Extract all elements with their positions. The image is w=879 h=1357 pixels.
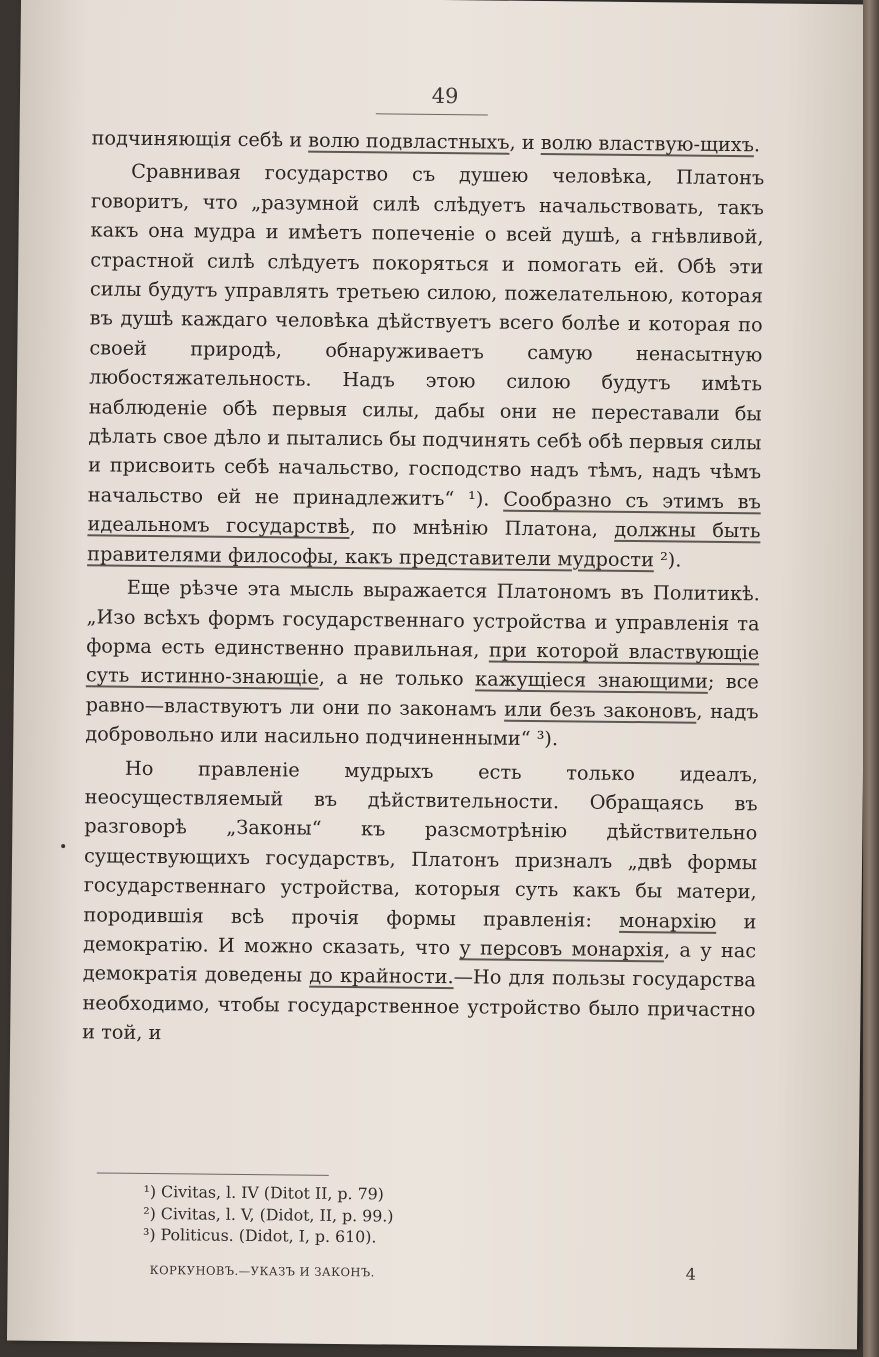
body-text xyxy=(82,123,765,1054)
pencil-underlined-text: Сообразно съ этимъ въ идеальномъ государствѣ xyxy=(87,487,761,539)
book-edge xyxy=(863,0,879,1357)
pencil-underlined-text: волю подвластныхъ xyxy=(308,128,510,154)
pencil-underlined-text: должны быть правителями философы, какъ представители мудрости xyxy=(87,518,761,571)
text-run: и демократію. И можно сказать, что xyxy=(83,909,757,960)
page-number: 49 xyxy=(431,83,459,109)
footnote: ²) Civitas, l. V, (Didot, II, p. 99.) xyxy=(143,1203,394,1226)
text-run: Еще рѣзче эта мысль выражается Платономъ въ Политикѣ. „Изо всѣхъ формъ государственнаго устройства и управленія та форма есть единственно правильная, xyxy=(86,575,760,662)
text-run: подчиняющія себѣ и xyxy=(91,126,309,152)
text-run: ; все равно—властвуютъ ли они по законамъ xyxy=(85,670,760,721)
text-run: , и xyxy=(509,130,541,155)
pencil-underlined-text: монархію xyxy=(619,908,717,933)
text-run: , а у нас демократія доведены xyxy=(82,938,757,988)
page-number-rule xyxy=(376,113,488,115)
pencil-underlined-text: кажущіеся знающими xyxy=(474,667,709,694)
footnote: ¹) Civitas, l. IV (Ditot II, p. 79) xyxy=(143,1181,385,1204)
footnote: ³) Politicus. (Didot, I, p. 610). xyxy=(142,1224,377,1247)
text-run: , а не только xyxy=(318,666,476,691)
paragraph xyxy=(91,123,764,159)
text-run: —Но для пользы государства необходимо, чтобы государственное устройство было причастно и той, и xyxy=(82,965,756,1045)
text-run: Сравнивая государство съ душею человѣка, Платонъ говоритъ, что „разумной силѣ слѣдуетъ начальствовать, такъ какъ она мудра и имѣетъ попеченіе о всей душѣ, а гнѣвливой, страстной силѣ слѣдуетъ покоряться и помогать ей. Обѣ эти силы будутъ управлять третьею силою, пожелательною, которая въ душѣ каждаго человѣка дѣйствуетъ всего болѣе и которая по своей природѣ, обнаруживаетъ самую ненасытную любостяжательность. Надъ этою силою будутъ имѣть наблюденіе обѣ первыя силы, дабы они не переставали бы дѣлать свое дѣло и пытались бы подчинять себѣ обѣ первыя силы и присвоить себѣ начальство, господство надъ тѣмъ, надъ чѣмъ начальство ей не принадлежитъ“ ¹). xyxy=(87,160,765,511)
paragraph xyxy=(87,157,764,576)
pencil-underlined-text: волю властвую-щихъ xyxy=(540,131,755,157)
text-run: Но правленіе мудрыхъ есть только идеалъ, неосуществляемый въ дѣйствительности. Обращаясь въ разговорѣ „Законы“ къ разсмотрѣнію дѣйствительно существующихъ государствъ, Платонъ призналъ „двѣ формы государственнаго устройства, которыя суть какъ бы матери, породившія всѣ прочія формы правленія: xyxy=(83,756,759,932)
paragraph xyxy=(82,753,758,1054)
text-run: . xyxy=(753,133,761,157)
footnote-rule xyxy=(97,1172,329,1175)
printer-signature: КОРКУНОВЪ.—УКАЗЪ И ЗАКОНЪ. xyxy=(149,1263,375,1280)
paragraph xyxy=(85,572,760,755)
pencil-mark xyxy=(61,844,65,848)
text-run: ²). xyxy=(653,547,682,572)
text-run: , надъ добровольно или насильно подчиненными“ ³). xyxy=(85,699,759,751)
book-page xyxy=(7,0,871,1349)
sheet-number: 4 xyxy=(685,1264,696,1284)
pencil-underlined-text: или безъ законовъ xyxy=(504,697,697,723)
pencil-underlined-text: при которой властвующіе суть истинно-знающіе xyxy=(85,638,760,690)
pencil-underlined-text: у персовъ монархія xyxy=(459,936,665,962)
pencil-underlined-text: до крайности. xyxy=(309,964,454,989)
text-run: , по мнѣнію Платона, xyxy=(349,515,615,542)
footnotes xyxy=(143,1181,394,1248)
